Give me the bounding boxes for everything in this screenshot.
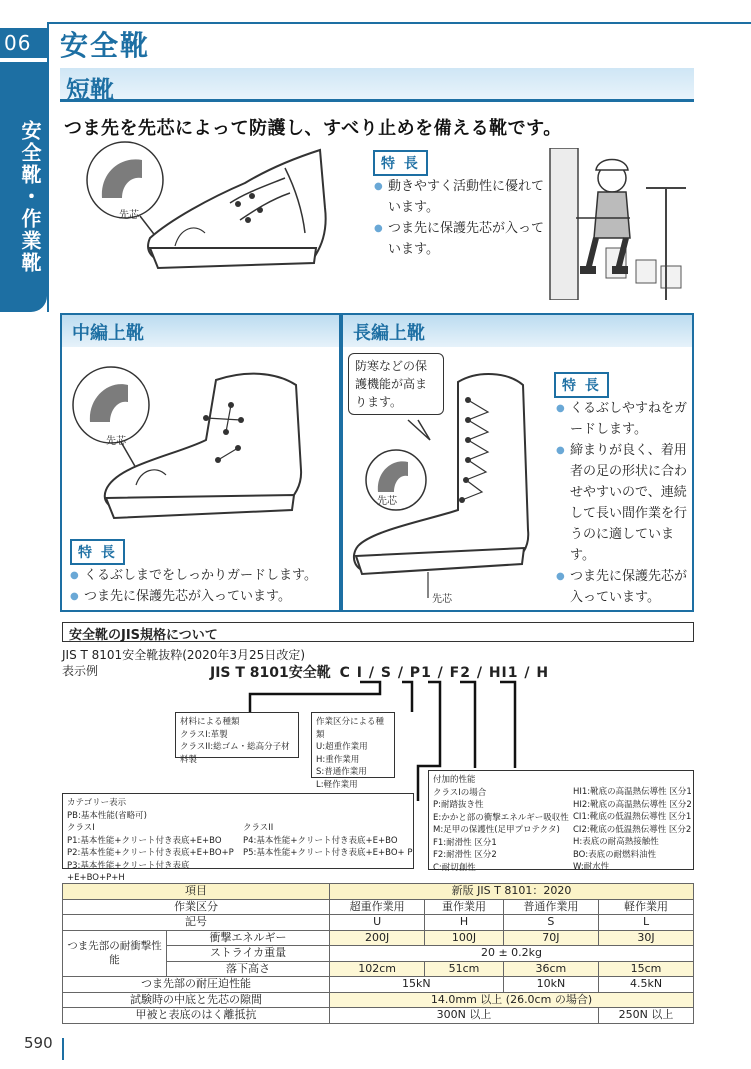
col-header: 軽作業用	[599, 899, 694, 915]
long-features-badge: 特 長	[554, 372, 609, 398]
additional-line: F2:耐滑性 区分2	[433, 850, 497, 860]
material-title: 材料による種類	[180, 717, 240, 727]
table-cell: 100J	[425, 930, 503, 946]
mid-features-list	[70, 565, 338, 607]
table-cell: 15kN	[329, 977, 503, 993]
jis-code-prefix: JIS T 8101安全靴	[210, 665, 331, 681]
jis-work-box	[311, 712, 395, 790]
jis-material-box	[175, 712, 299, 765]
class1-line: P1:基本性能+クリート付き表底+E+BO	[67, 835, 222, 846]
work-line: H:重作業用	[316, 754, 360, 765]
class1-line: P2:基本性能+クリート付き表底+E+BO+P	[67, 848, 234, 858]
table-cell: L	[599, 915, 694, 931]
worker-illustration	[546, 148, 692, 300]
row-label: ストライカ重量	[167, 946, 330, 962]
row-label: 甲被と表底のはく離抵抗	[63, 1008, 330, 1024]
additional-line: クラスIの場合	[433, 787, 487, 798]
table-cell: S	[503, 915, 598, 931]
table-row	[63, 992, 694, 1008]
long-boots-bubble: 防寒などの保護機能が高まります。	[348, 353, 444, 415]
page-number-rule	[62, 1038, 64, 1060]
side-line	[47, 22, 49, 312]
table-cell: 200J	[329, 930, 424, 946]
mid-boots-heading: 中編上靴	[62, 315, 339, 347]
category-title: カテゴリー表示	[67, 798, 127, 808]
item-header: 項目	[63, 884, 330, 900]
table-row	[63, 1008, 694, 1024]
table-row	[63, 899, 694, 915]
table-cell: 20 ± 0.2kg	[329, 946, 693, 962]
class1-line: P3:基本性能+クリート付き表底+E+BO+P+H	[67, 860, 190, 883]
long-toecap-label-2: 先芯	[432, 594, 452, 605]
class2-line: P4:基本性能+クリート付き表底+E+BO	[243, 835, 398, 846]
additional-line: C:耐切創性	[433, 862, 476, 873]
table-row	[63, 915, 694, 931]
short-boots-lead: つま先を先芯によって防護し、すべり止めを備える靴です。	[64, 118, 562, 139]
row-label: 作業区分	[63, 899, 330, 915]
col-header: 超重作業用	[329, 899, 424, 915]
table-cell: 36cm	[503, 961, 598, 977]
table-cell: H	[425, 915, 503, 931]
long-boot-illustration	[348, 360, 538, 606]
work-title: 作業区分による種類	[316, 717, 385, 740]
page-number: 590	[24, 1034, 53, 1052]
version-header: 新版 JIS T 8101：2020	[329, 884, 693, 900]
additional-title: 付加的性能	[433, 775, 476, 785]
work-line: U:超重作業用	[316, 742, 368, 752]
table-row	[63, 930, 694, 946]
additional-line: CI2:靴底の低温熱伝導性 区分2	[573, 824, 692, 835]
row-label: 試験時の中底と先芯の隙間	[63, 992, 330, 1008]
work-line: S:普通作業用	[316, 767, 367, 777]
additional-line: HI2:靴底の高温熱伝導性 区分2	[573, 799, 692, 810]
table-cell: 51cm	[425, 961, 503, 977]
additional-line: HI1:靴底の高温熱伝導性 区分1	[573, 787, 692, 797]
table-cell: 4.5kN	[599, 977, 694, 993]
list-item: ● つま先に保護先芯が入っています。	[70, 586, 338, 607]
material-line: クラスII:総ゴム・総高分子材料製	[180, 742, 290, 765]
work-line: L:軽作業用	[316, 779, 358, 790]
list-item: ● つま先に保護先芯が入っています。	[374, 218, 546, 260]
category-pb: PB:基本性能(省略可)	[67, 810, 147, 821]
pole	[550, 148, 578, 300]
long-features-list	[556, 398, 690, 608]
group-label: つま先部の耐衝撃性能	[63, 930, 167, 977]
class2-col	[243, 822, 413, 860]
table-cell: 15cm	[599, 961, 694, 977]
class2-label: クラスII	[243, 823, 274, 833]
additional-left-col	[433, 774, 575, 874]
jis-example-label: 表示例	[62, 664, 99, 678]
jis-category-box	[62, 793, 414, 883]
list-item: ● 動きやすく活動性に優れています。	[374, 176, 546, 218]
section-bar	[60, 68, 694, 102]
additional-line: BO:表底の耐燃料油性	[573, 849, 657, 860]
class1-label: クラスI	[67, 823, 95, 833]
chapter-side-label: 安全靴・作業靴	[18, 120, 42, 274]
long-toecap-label: 先芯	[377, 496, 397, 507]
list-item: ● くるぶしまでをしっかりガードします。	[70, 565, 338, 586]
additional-line: P:耐踏抜き性	[433, 800, 484, 810]
short-features-list	[374, 176, 546, 260]
row-label: 落下高さ	[167, 961, 330, 977]
table-cell: 10kN	[503, 977, 598, 993]
short-boots-heading: 短靴	[66, 76, 114, 104]
class2-line: P5:基本性能+クリート付き表底+E+BO+ P	[243, 848, 413, 858]
jis-subtitle: JIS T 8101安全靴抜粋(2020年3月25日改定)	[62, 648, 306, 662]
table-cell: U	[329, 915, 424, 931]
list-item: ● 締まりが良く、着用者の足の形状に合わせやすいので、連続して長い間作業を行うのに適しています。	[556, 440, 690, 566]
additional-line: E:かかと部の衝撃エネルギー吸収性	[433, 812, 569, 823]
table-cell: 14.0mm 以上 (26.0cm の場合)	[329, 992, 693, 1008]
col-header: 普通作業用	[503, 899, 598, 915]
material-line: クラスI:革製	[180, 729, 228, 740]
table-row	[63, 977, 694, 993]
table-row	[63, 884, 694, 900]
top-rule	[47, 22, 751, 24]
short-toecap-label: 先芯	[119, 210, 139, 221]
spec-table	[62, 883, 694, 1024]
jis-heading: 安全靴のJIS規格について	[62, 622, 694, 642]
additional-line: F1:耐滑性 区分1	[433, 837, 497, 848]
class1-col	[67, 822, 243, 885]
mid-features-badge: 特 長	[70, 539, 125, 565]
additional-line: M:足甲の保護性(足甲プロテクタ)	[433, 825, 560, 835]
row-label: つま先部の耐圧迫性能	[63, 977, 330, 993]
additional-line: W:耐水性	[573, 862, 610, 872]
jis-additional-box	[428, 770, 694, 873]
row-label: 衝撃エネルギー	[167, 930, 330, 946]
table-cell: 70J	[503, 930, 598, 946]
chapter-number: 06	[0, 28, 47, 58]
list-item: ● つま先に保護先芯が入っています。	[556, 566, 690, 608]
additional-line: H:表底の耐高熱接触性	[573, 837, 659, 847]
additional-line: CI1:靴底の低温熱伝導性 区分1	[573, 812, 692, 822]
list-item: ● くるぶしやすねをガードします。	[556, 398, 690, 440]
page-title: 安全靴	[60, 29, 151, 62]
table-cell: 300N 以上	[329, 1008, 598, 1024]
long-boots-heading: 長編上靴	[343, 315, 692, 347]
table-cell: 102cm	[329, 961, 424, 977]
additional-right-col	[573, 786, 693, 874]
jis-code-value: C I / S / P1 / F2 / HI1 / H	[339, 665, 550, 681]
col-header: 重作業用	[425, 899, 503, 915]
short-features-badge: 特 長	[373, 150, 428, 176]
row-label: 記号	[63, 915, 330, 931]
table-cell: 30J	[599, 930, 694, 946]
table-cell: 250N 以上	[599, 1008, 694, 1024]
mid-toecap-label: 先芯	[106, 436, 126, 447]
